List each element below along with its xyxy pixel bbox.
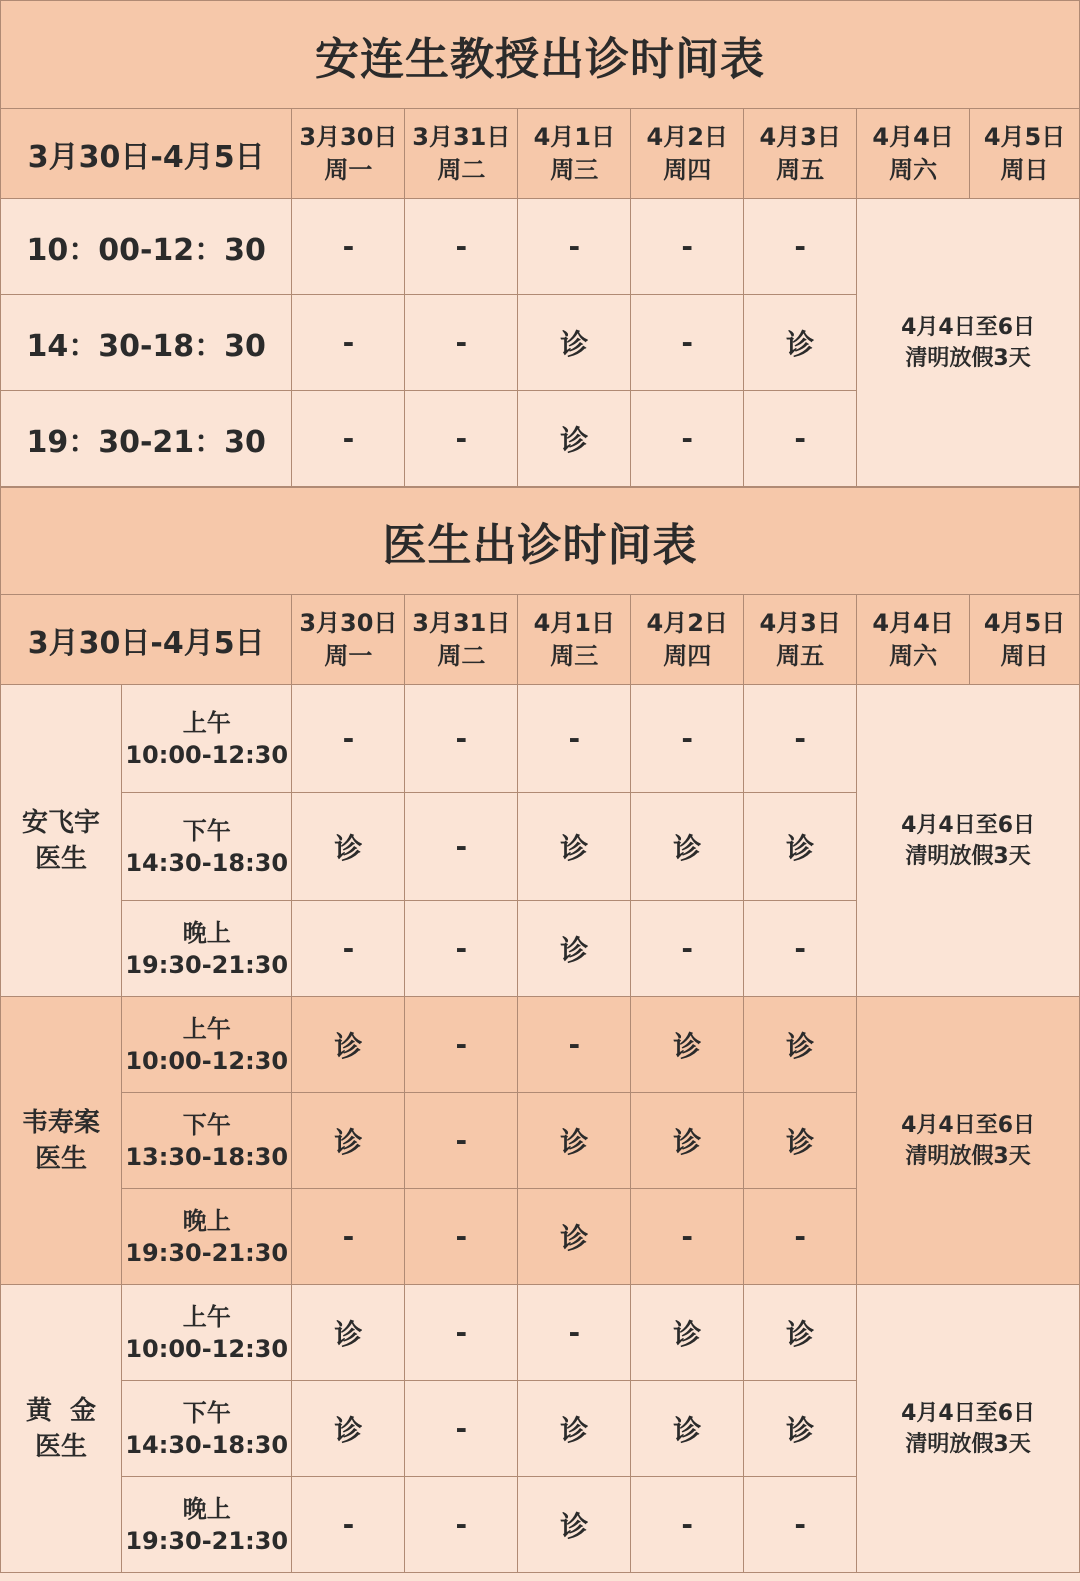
schedule-cell: - <box>405 685 518 793</box>
schedule-cell: 诊 <box>518 1381 631 1477</box>
schedule-cell: 诊 <box>518 793 631 901</box>
schedule-cell: 诊 <box>518 1477 631 1573</box>
table-row <box>1 199 1080 295</box>
schedule-cell: - <box>744 901 857 997</box>
schedule-cell: - <box>292 391 405 487</box>
day-header: 3月31日 周二 <box>405 595 518 685</box>
schedule-cell: - <box>292 295 405 391</box>
schedule-cell: - <box>518 685 631 793</box>
schedule-cell: - <box>292 685 405 793</box>
doctor-name: 安飞宇 医生 <box>1 685 122 997</box>
schedule-cell: - <box>631 685 744 793</box>
time-slot-label: 14：30-18：30 <box>1 295 292 391</box>
schedule-cell: - <box>405 295 518 391</box>
schedule-cell: - <box>405 1189 518 1285</box>
schedule-cell: - <box>631 199 744 295</box>
schedule-cell: 诊 <box>744 1285 857 1381</box>
schedule-cell: - <box>405 1093 518 1189</box>
schedule-cell: - <box>744 199 857 295</box>
time-slot-label: 晚上 19:30-21:30 <box>122 1477 292 1573</box>
schedule-cell: - <box>631 295 744 391</box>
time-slot-label: 19：30-21：30 <box>1 391 292 487</box>
time-slot-label: 10：00-12：30 <box>1 199 292 295</box>
day-header: 4月3日 周五 <box>744 595 857 685</box>
schedule-cell: - <box>631 1477 744 1573</box>
day-header: 4月5日 周日 <box>970 595 1080 685</box>
schedule-cell: - <box>292 1189 405 1285</box>
schedule-cell: 诊 <box>631 793 744 901</box>
doctor-schedule-table <box>0 594 1080 1573</box>
schedule-cell: 诊 <box>631 997 744 1093</box>
schedule-cell: 诊 <box>744 1093 857 1189</box>
day-header: 4月2日 周四 <box>631 595 744 685</box>
schedule-cell: - <box>405 997 518 1093</box>
time-slot-label: 下午 13:30-18:30 <box>122 1093 292 1189</box>
schedule-cell: 诊 <box>518 295 631 391</box>
time-slot-label: 上午 10:00-12:30 <box>122 685 292 793</box>
schedule-cell: - <box>518 1285 631 1381</box>
holiday-notice: 4月4日至6日 清明放假3天 <box>857 685 1080 997</box>
schedule-cell: - <box>292 1477 405 1573</box>
schedule-cell: - <box>405 1477 518 1573</box>
day-header: 3月31日 周二 <box>405 109 518 199</box>
schedule-cell: 诊 <box>518 1093 631 1189</box>
time-slot-label: 晚上 19:30-21:30 <box>122 1189 292 1285</box>
doctor-name: 韦寿案 医生 <box>1 997 122 1285</box>
time-slot-label: 晚上 19:30-21:30 <box>122 901 292 997</box>
schedule-cell: 诊 <box>744 1381 857 1477</box>
day-header: 3月30日 周一 <box>292 595 405 685</box>
time-slot-label: 下午 14:30-18:30 <box>122 793 292 901</box>
date-range-label: 3月30日-4月5日 <box>1 109 292 199</box>
holiday-notice: 4月4日至6日 清明放假3天 <box>857 1285 1080 1573</box>
table-row <box>1 997 1080 1093</box>
schedule-cell: - <box>405 793 518 901</box>
table-row <box>1 1285 1080 1381</box>
schedule-cell: 诊 <box>292 793 405 901</box>
holiday-notice: 4月4日至6日 清明放假3天 <box>857 997 1080 1285</box>
schedule-cell: - <box>405 199 518 295</box>
day-header: 4月2日 周四 <box>631 109 744 199</box>
schedule-cell: - <box>405 901 518 997</box>
table-row <box>1 685 1080 793</box>
schedule-cell: 诊 <box>292 1285 405 1381</box>
schedule-cell: - <box>631 1189 744 1285</box>
schedule-cell: - <box>292 199 405 295</box>
schedule-cell: - <box>405 1381 518 1477</box>
schedule-cell: - <box>292 901 405 997</box>
schedule-cell: 诊 <box>631 1381 744 1477</box>
schedule-cell: 诊 <box>631 1093 744 1189</box>
holiday-notice: 4月4日至6日 清明放假3天 <box>857 199 1080 487</box>
day-header: 3月30日 周一 <box>292 109 405 199</box>
doctor-name: 黄 金 医生 <box>1 1285 122 1573</box>
schedule-cell: 诊 <box>631 1285 744 1381</box>
day-header: 4月4日 周六 <box>857 595 970 685</box>
schedule-cell: 诊 <box>518 901 631 997</box>
professor-schedule-table <box>0 108 1080 487</box>
schedule-cell: - <box>518 199 631 295</box>
day-header: 4月5日 周日 <box>970 109 1080 199</box>
schedule-cell: - <box>405 1285 518 1381</box>
day-header: 4月1日 周三 <box>518 109 631 199</box>
section-title: 医生出诊时间表 <box>0 487 1080 594</box>
schedule-cell: - <box>744 391 857 487</box>
table-header-row <box>1 595 1080 685</box>
time-slot-label: 上午 10:00-12:30 <box>122 997 292 1093</box>
day-header: 4月1日 周三 <box>518 595 631 685</box>
schedule-cell: 诊 <box>292 1381 405 1477</box>
schedule-cell: - <box>744 1189 857 1285</box>
schedule-cell: - <box>744 1477 857 1573</box>
schedule-cell: 诊 <box>744 793 857 901</box>
schedule-cell: - <box>744 685 857 793</box>
table-header-row <box>1 109 1080 199</box>
schedule-cell: 诊 <box>518 391 631 487</box>
schedule-cell: - <box>518 997 631 1093</box>
day-header: 4月4日 周六 <box>857 109 970 199</box>
date-range-label: 3月30日-4月5日 <box>1 595 292 685</box>
time-slot-label: 上午 10:00-12:30 <box>122 1285 292 1381</box>
schedule-cell: 诊 <box>744 997 857 1093</box>
schedule-cell: 诊 <box>744 295 857 391</box>
schedule-cell: 诊 <box>518 1189 631 1285</box>
schedule-cell: - <box>405 391 518 487</box>
schedule-cell: - <box>631 901 744 997</box>
schedule-cell: - <box>631 391 744 487</box>
time-slot-label: 下午 14:30-18:30 <box>122 1381 292 1477</box>
page-title: 安连生教授出诊时间表 <box>0 0 1080 108</box>
day-header: 4月3日 周五 <box>744 109 857 199</box>
schedule-cell: 诊 <box>292 1093 405 1189</box>
schedule-cell: 诊 <box>292 997 405 1093</box>
